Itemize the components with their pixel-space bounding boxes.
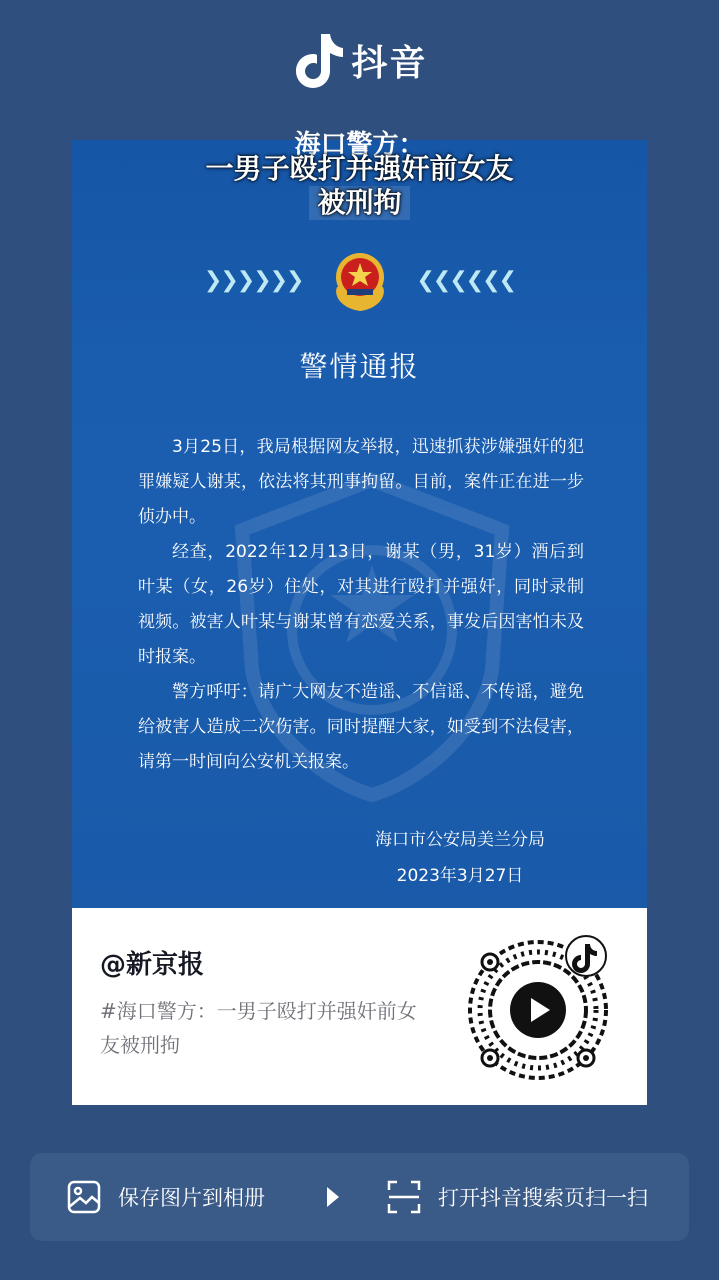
headline-cut-text: 海口警方： [294,130,425,160]
signature-org: 海口市公安局美兰分局 [375,830,545,850]
headline-line-1: 一男子殴打并强奸前女友 [205,152,514,185]
open-scan-button[interactable] [386,1179,648,1215]
notice-body [138,430,584,780]
account-name: @新京报 [100,950,205,980]
douyin-note-icon [291,30,343,90]
notice-signature [375,822,545,894]
left-chevrons-icon: ❮❮❮❮❮❮ [416,267,516,293]
police-notice-poster [72,130,647,908]
right-chevrons-icon: ❯❯❯❯❯❯ [203,267,303,293]
signature-date: 2023年3月27日 [396,866,524,886]
image-icon [66,1179,102,1215]
share-card [72,130,647,1105]
brand-name: 抖音 [351,42,428,84]
qr-code-icon [466,934,614,1082]
notice-paragraph: 经查，2022年12月13日，谢某（男，31岁）酒后到叶某（女，26岁）住处，对其进行殴打并强奸，同时录制视频。被害人叶某与谢某曾有恋爱关系，事发后因害怕未及时报案。 [138,542,584,667]
share-info [72,908,647,1105]
police-emblem-icon [329,247,391,313]
save-image-label: 保存图片到相册 [118,1186,265,1210]
video-description: #海口警方：一男子殴打并强奸前女友被刑拘 [100,999,417,1057]
notice-title: 警情通报 [299,350,420,383]
notice-paragraph: 3月25日，我局根据网友举报，迅速抓获涉嫌强奸的犯罪嫌疑人谢某，依法将其刑事拘留。目前，案件正在进一步侦办中。 [138,437,584,527]
scan-icon [386,1179,422,1215]
open-scan-label: 打开抖音搜索页扫一扫 [438,1186,648,1210]
action-bar [30,1153,689,1241]
play-arrow-icon [327,1187,339,1207]
save-image-button[interactable] [66,1179,265,1215]
notice-paragraph: 警方呼吁：请广大网友不造谣、不信谣、不传谣，避免给被害人造成二次伤害。同时提醒大家，如受到不法侵害，请第一时间向公安机关报案。 [138,682,584,772]
app-logo [0,30,719,90]
headline [72,130,647,220]
emblem-row [72,245,647,315]
headline-line-2: 被刑拘 [309,186,409,220]
